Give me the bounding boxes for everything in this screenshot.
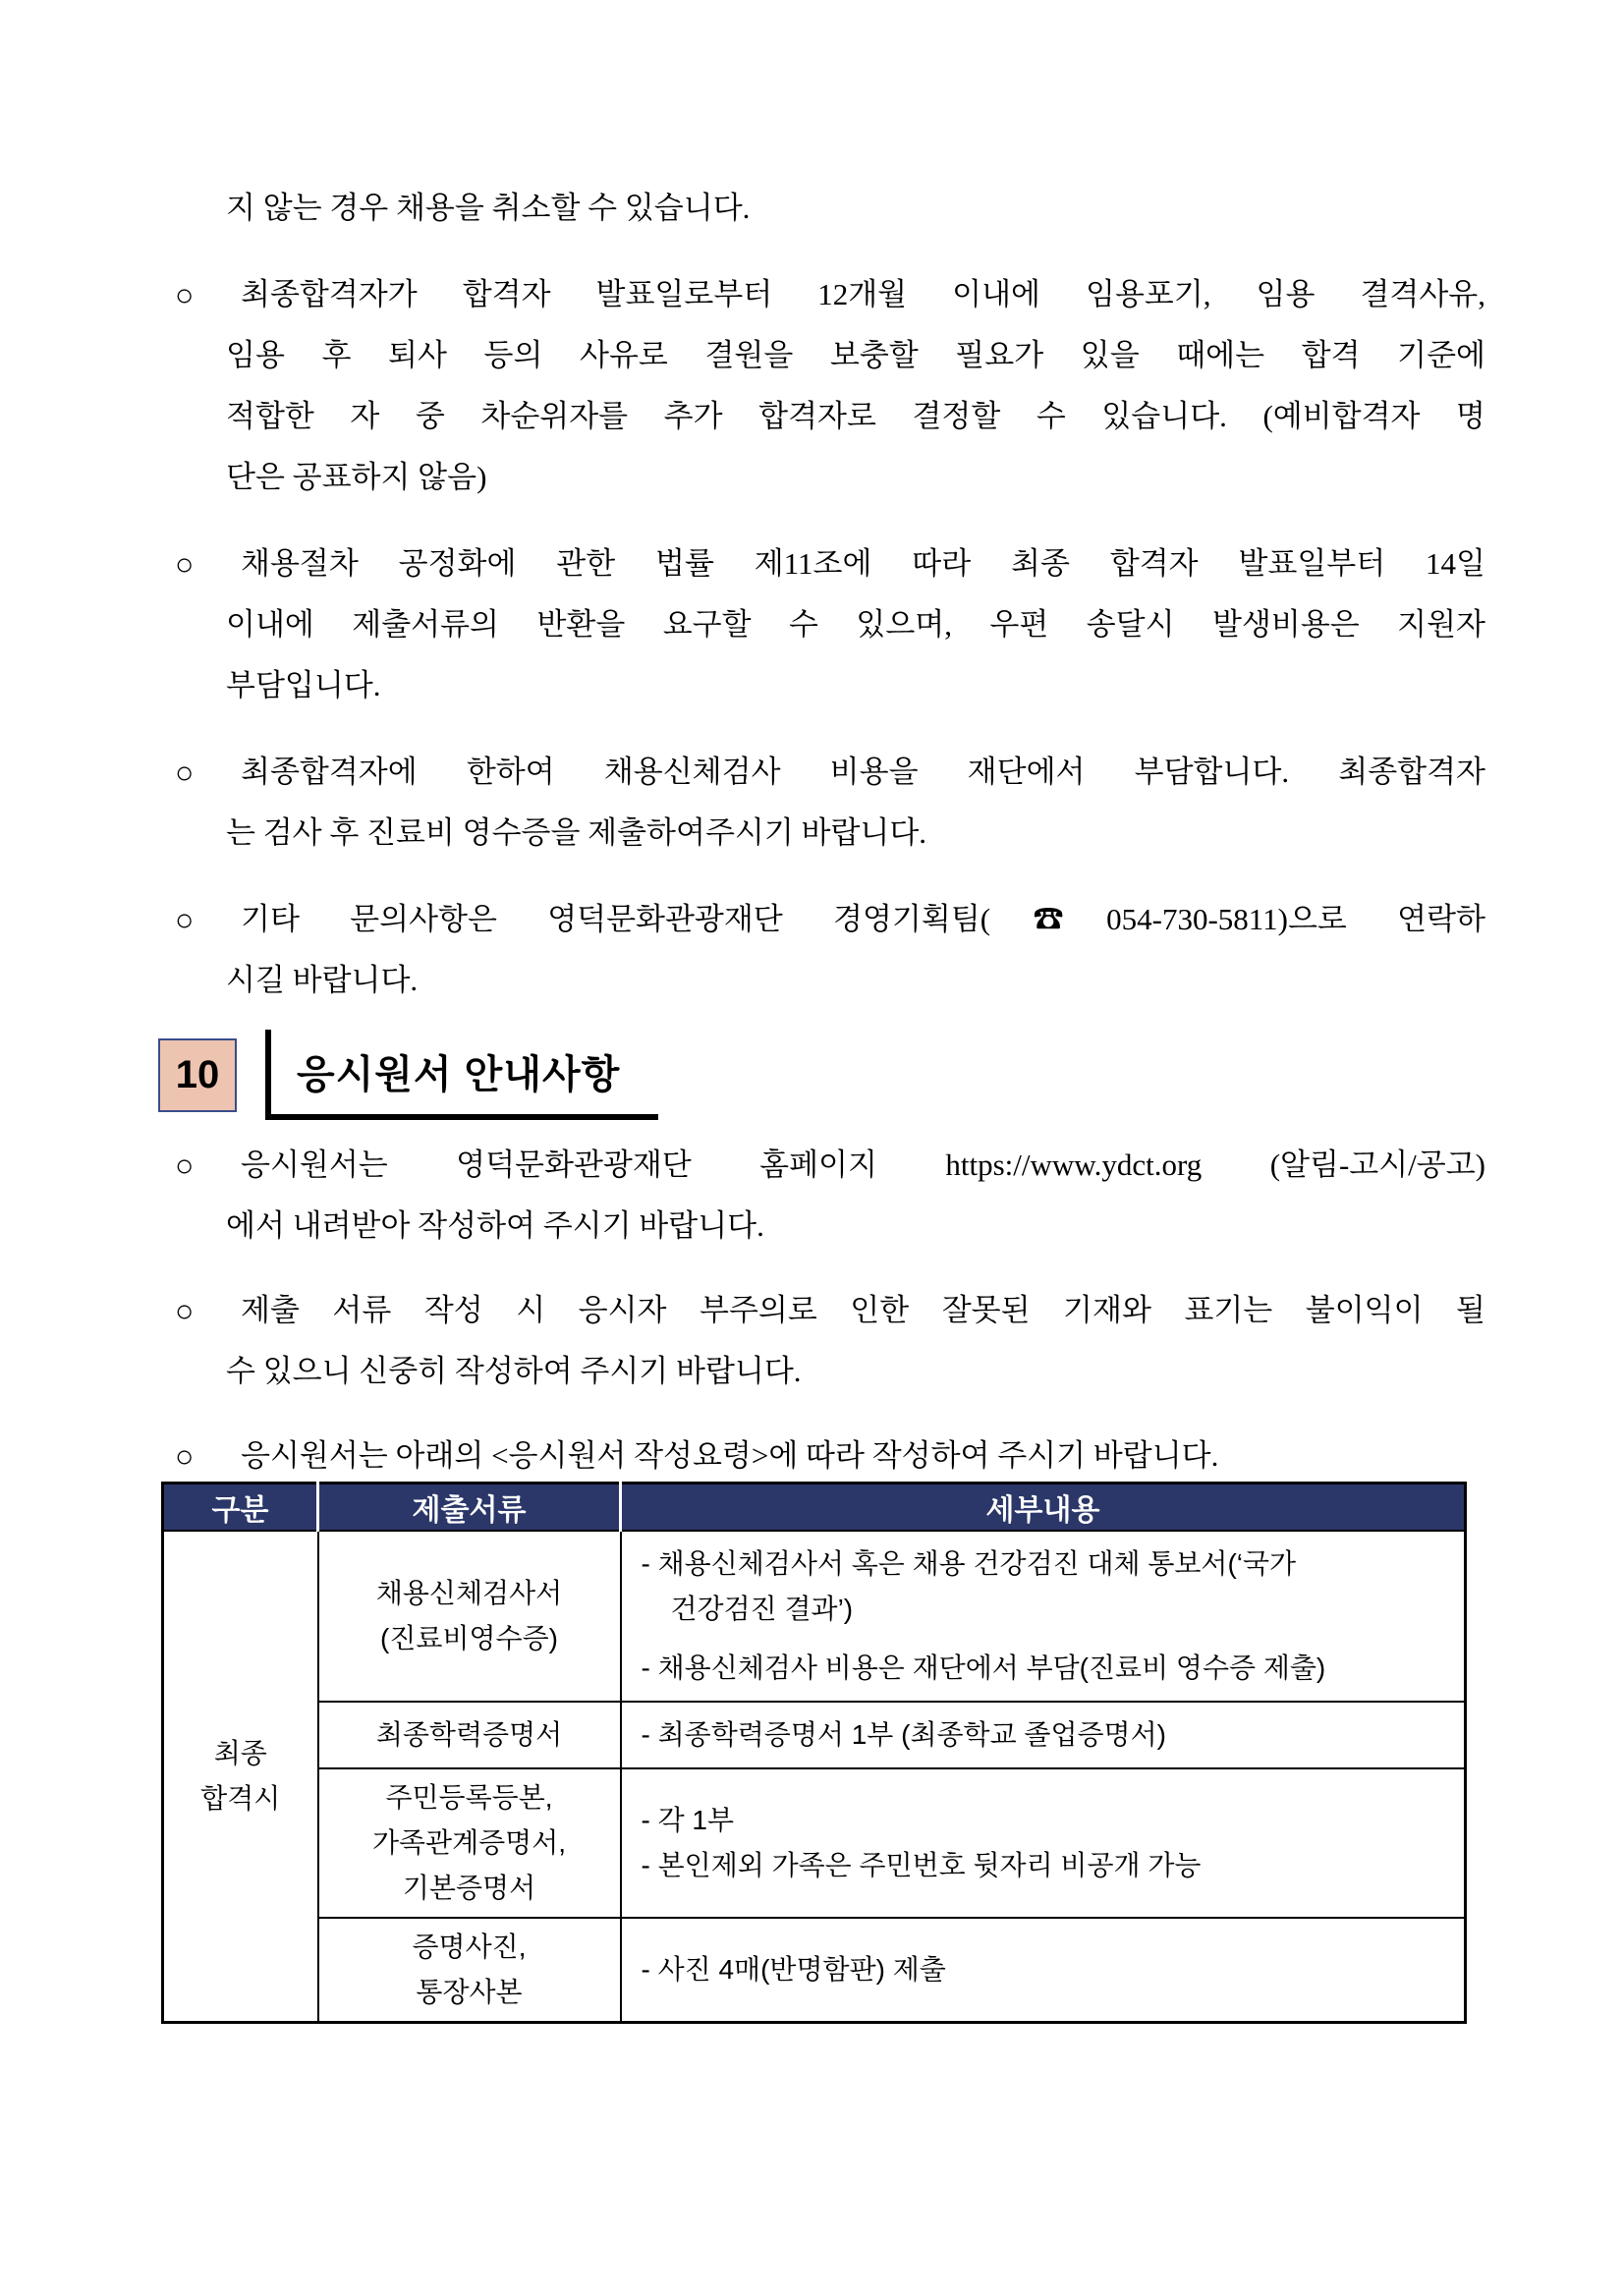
section-rule-horizontal	[265, 1114, 658, 1120]
detail-line: - 본인제외 가족은 주민번호 뒷자리 비공개 가능	[641, 1850, 1202, 1880]
document-name-cell	[318, 1531, 621, 1702]
bullet-circle-icon: ○	[175, 902, 195, 937]
detail-cell	[621, 1768, 1466, 1918]
group-label-line: 합격시	[200, 1783, 281, 1814]
section-title: 응시원서 안내사항	[297, 1053, 621, 1096]
document-name-cell	[318, 1702, 621, 1768]
document-name-line: 가족관계증명서,	[371, 1827, 567, 1858]
text-line: 는 검사 후 진료비 영수증을 제출하여주시기 바랍니다.	[226, 815, 927, 850]
detail-line: - 최종학력증명서 1부 (최종학교 졸업증명서)	[641, 1719, 1166, 1750]
detail-line: - 사진 4매(반명함판) 제출	[641, 1954, 946, 1985]
bullet-item	[175, 889, 1485, 1011]
group-label-cell	[163, 1531, 318, 2023]
text-line: 부담입니다.	[226, 668, 381, 702]
bullet-circle-icon: ○	[175, 277, 195, 312]
text-line: 최종합격자에 한하여 채용신체검사 비용을 재단에서 부담합니다. 최종합격자	[241, 755, 1485, 789]
table-row	[163, 1918, 1466, 2023]
table-row	[163, 1768, 1466, 1918]
detail-line: - 채용신체검사 비용은 재단에서 부담(진료비 영수증 제출)	[641, 1652, 1326, 1683]
col-header-details: 세부내용	[621, 1484, 1466, 1532]
text-line: 에서 내려받아 작성하여 주시기 바랍니다.	[226, 1208, 764, 1243]
submission-documents-table	[161, 1482, 1467, 2024]
text-line: 응시원서는 영덕문화관광재단 홈페이지 https://www.ydct.org (알림-고시/공고)	[241, 1148, 1485, 1182]
text-line: 시길 바랍니다.	[226, 963, 419, 997]
group-label-line: 최종	[213, 1738, 267, 1768]
bullet-item	[175, 1135, 1485, 1257]
text-line: 기타 문의사항은 영덕문화관광재단 경영기획팀(☎054-730-5811)으로 연락하	[241, 902, 1485, 936]
detail-line: 건강검진 결과’)	[670, 1594, 854, 1624]
text-line: 채용절차 공정화에 관한 법률 제11조에 따라 최종 합격자 발표일부터 14일	[241, 546, 1485, 581]
text-line: 제출 서류 작성 시 응시자 부주의로 인한 잘못된 기재와 표기는 불이익이 될	[241, 1293, 1485, 1327]
paragraph-continuation	[226, 178, 1485, 239]
col-header-documents: 제출서류	[318, 1484, 621, 1532]
table-header-row	[163, 1484, 1466, 1532]
document-name-line: (진료비영수증)	[380, 1623, 558, 1653]
bullet-circle-icon: ○	[175, 546, 195, 582]
detail-line: - 채용신체검사서 혹은 채용 건강검진 대체 통보서(‘국가	[641, 1548, 1297, 1579]
col-header-category: 구분	[163, 1484, 318, 1532]
text-line: 단은 공표하지 않음)	[226, 460, 487, 494]
detail-cell	[621, 1918, 1466, 2023]
document-name-line: 최종학력증명서	[375, 1719, 563, 1750]
document-name-line: 채용신체검사서	[375, 1578, 563, 1608]
document-name-line: 통장사본	[416, 1977, 523, 2007]
text-line: 임용 후 퇴사 등의 사유로 결원을 보충할 필요가 있을 때에는 합격 기준에	[226, 338, 1485, 372]
bullet-circle-icon: ○	[175, 755, 195, 790]
text-line: 응시원서는 아래의 <응시원서 작성요령>에 따라 작성하여 주시기 바랍니다.	[241, 1438, 1219, 1473]
section-rule-vertical	[265, 1030, 271, 1120]
detail-line: - 각 1부	[641, 1805, 735, 1835]
text-line: 이내에 제출서류의 반환을 요구할 수 있으며, 우편 송달시 발생비용은 지원자	[226, 607, 1485, 642]
bullet-item	[175, 264, 1485, 508]
detail-cell	[621, 1531, 1466, 1702]
bullet-circle-icon: ○	[175, 1438, 195, 1474]
table-row	[163, 1702, 1466, 1768]
document-name-cell	[318, 1918, 621, 2023]
text-line: 수 있으니 신중히 작성하여 주시기 바랍니다.	[226, 1354, 802, 1388]
bullet-circle-icon: ○	[175, 1293, 195, 1328]
section-number-box	[158, 1038, 237, 1112]
document-name-line: 주민등록등본,	[385, 1782, 553, 1813]
text-line: 적합한 자 중 차순위자를 추가 합격자로 결정할 수 있습니다. (예비합격자 명	[226, 399, 1485, 433]
text-line: 최종합격자가 합격자 발표일로부터 12개월 이내에 임용포기, 임용 결격사유,	[241, 277, 1485, 311]
bullet-item	[175, 1426, 1485, 1486]
text-line: 지 않는 경우 채용을 취소할 수 있습니다.	[226, 191, 751, 225]
bullet-item	[175, 533, 1485, 716]
table-row	[163, 1531, 1466, 1702]
section-number: 10	[175, 1053, 220, 1096]
document-name-cell	[318, 1768, 621, 1918]
document-name-line: 증명사진,	[412, 1932, 527, 1962]
document-name-line: 기본증명서	[402, 1873, 536, 1903]
bullet-item	[175, 742, 1485, 864]
bullet-item	[175, 1280, 1485, 1402]
detail-cell	[621, 1702, 1466, 1768]
bullet-circle-icon: ○	[175, 1148, 195, 1183]
